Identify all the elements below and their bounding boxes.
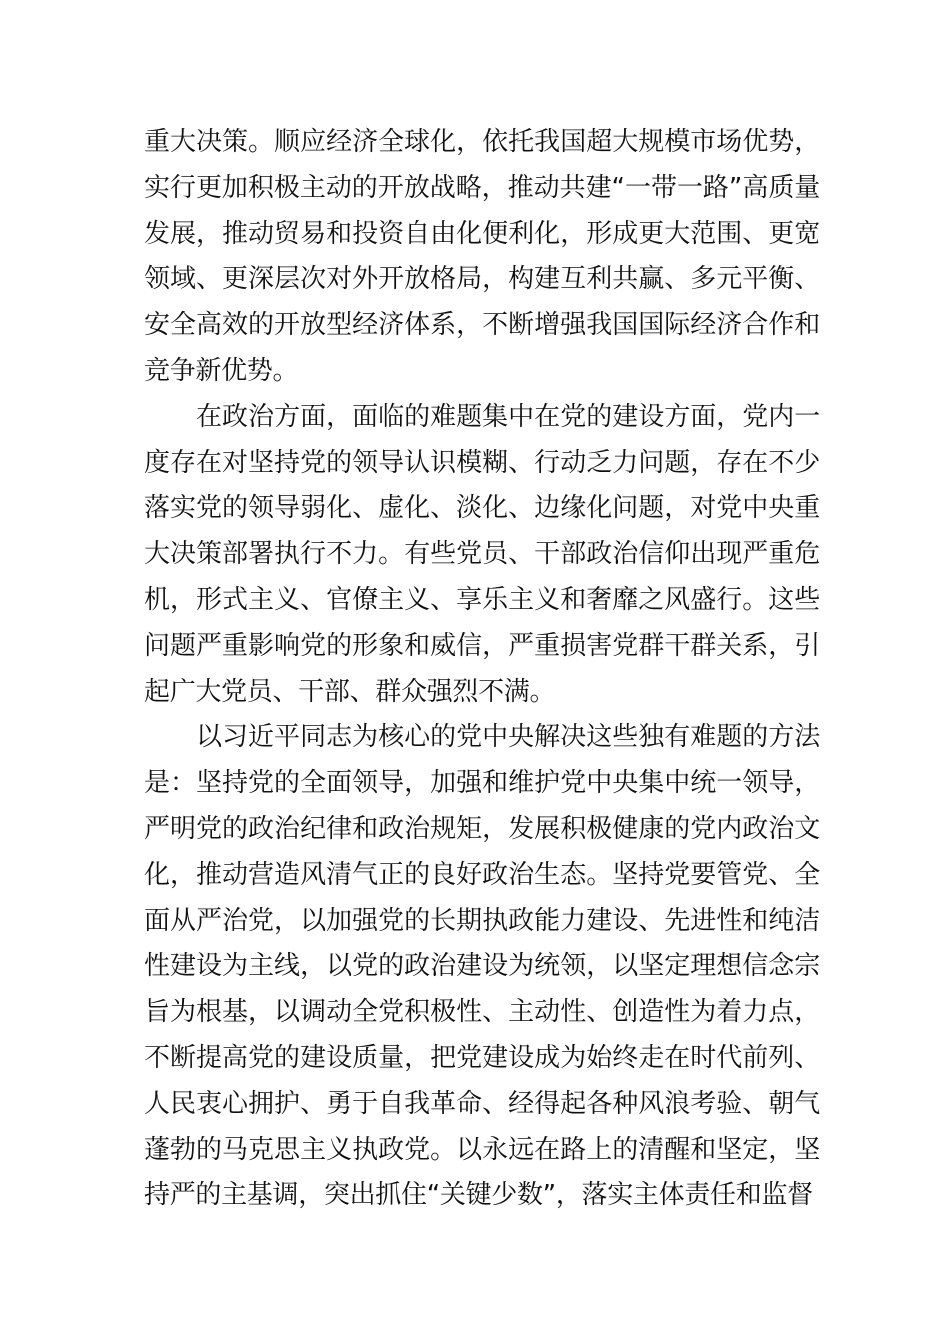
paragraph-party-solution: 以习近平同志为核心的党中央解决这些独有难题的方法是：坚持党的全面领导，加强和维护党中央集中统一领导，严明党的政治纪律和政治规矩，发展积极健康的党内政治文化，推动营造风清气正的良好政治生态。坚持党要管党、全面从严治党，以加强党的长期执政能力建设、先进性和纯洁性建设为主线，以党的政治建设为统领，以坚定理想信念宗旨为根基，以调动全党积极性、主动性、创造性为着力点， 不断提高党的建设质量，把党建设成为始终走在时代前列、 人民衷心拥护、勇于自我革命、经得起各种风浪考验、朝气蓬勃的马克思主义执政党。以永远在路上的清醒和坚定，坚持严的主基调，突出抓住“关键少数”，落实主体责任和监督 [144,722,828,1211]
paragraph-open-economy: 重大决策。顺应经济全球化，依托我国超大规模市场优势， 实行更加积极主动的开放战略，推动共建“一带一路”高质量发展，推动贸易和投资自由化便利化，形成更大范围、更宽领域、更深层次对外开放格局，构建互利共赢、多元平衡、安全高效的开放型经济体系，不断增强我国国际经济合作和竞争新优势。 [144,127,828,386]
paragraph-politics: 在政治方面，面临的难题集中在党的建设方面，党内一度存在对坚持党的领导认识模糊、行动乏力问题，存在不少落实党的领导弱化、虚化、淡化、边缘化问题，对党中央重大决策部署执行不力。有些党员、干部政治信仰出现严重危机，形式主义、官僚主义、享乐主义和奢靡之风盛行。这些问题严重影响党的形象和威信，严重损害党群干群关系，引起广大党员、干部、群众强烈不满。 [144,401,820,707]
body-text [144,120,828,1219]
